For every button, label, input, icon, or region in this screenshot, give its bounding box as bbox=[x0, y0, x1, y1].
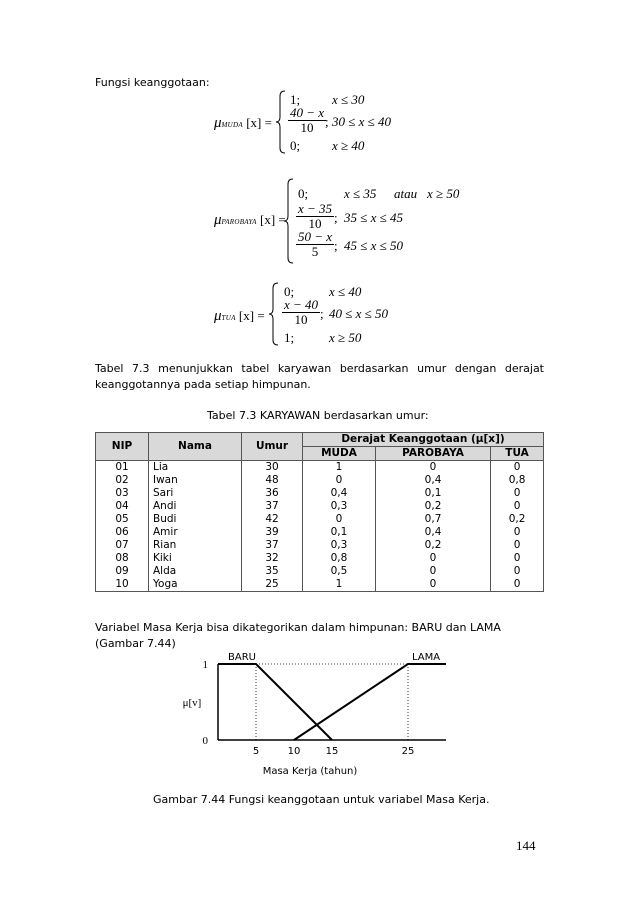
table-cell: 37 bbox=[242, 539, 303, 552]
table-cell: 09 bbox=[96, 565, 149, 578]
table-cell: Amir bbox=[149, 526, 242, 539]
formula-subscript: MUDA bbox=[221, 121, 243, 129]
table-cell: 42 bbox=[242, 513, 303, 526]
table-cell: 0 bbox=[491, 526, 544, 539]
table-cell: 06 bbox=[96, 526, 149, 539]
x-tick-label: 15 bbox=[325, 746, 339, 757]
table-cell: 0 bbox=[375, 461, 490, 475]
formula-argument: [x] = bbox=[260, 212, 286, 227]
y-tick-label: 0 bbox=[202, 735, 208, 747]
table-cell: 07 bbox=[96, 539, 149, 552]
table-cell: 0 bbox=[375, 552, 490, 565]
table-cell: 01 bbox=[96, 461, 149, 475]
table-cell: 0,1 bbox=[303, 526, 376, 539]
table-row bbox=[96, 565, 544, 578]
table-row bbox=[96, 474, 544, 487]
header-nama: Nama bbox=[149, 433, 242, 461]
table-cell: 0 bbox=[491, 578, 544, 592]
table-cell: 10 bbox=[96, 578, 149, 592]
table-row bbox=[96, 552, 544, 565]
series-line-baru bbox=[218, 664, 332, 740]
table-cell: 0,5 bbox=[303, 565, 376, 578]
table-cell: 37 bbox=[242, 500, 303, 513]
table-cell: Lia bbox=[149, 461, 242, 475]
table-row bbox=[96, 461, 544, 475]
mu-symbol: μ bbox=[214, 308, 222, 324]
table-cell: 03 bbox=[96, 487, 149, 500]
header-nip: NIP bbox=[96, 433, 149, 461]
paragraph-masa-kerja-ref: (Gambar 7.44) bbox=[95, 637, 176, 650]
fraction: $\frac{40 - x}{10}$ bbox=[290, 105, 325, 135]
table-cell: 08 bbox=[96, 552, 149, 565]
table-cell: 0,3 bbox=[303, 539, 376, 552]
table-cell: 0,8 bbox=[303, 552, 376, 565]
table-cell: Alda bbox=[149, 565, 242, 578]
table-cell: 0,4 bbox=[303, 487, 376, 500]
brace-icon bbox=[284, 178, 294, 264]
table-row bbox=[96, 487, 544, 500]
table-cell: 0,8 bbox=[491, 474, 544, 487]
x-tick-label: 5 bbox=[252, 746, 260, 757]
table-cell: 0,1 bbox=[375, 487, 490, 500]
header-muda: MUDA bbox=[303, 447, 376, 461]
table-cell: 0,7 bbox=[375, 513, 490, 526]
series-label-baru: BARU bbox=[228, 652, 256, 663]
table-cell: Budi bbox=[149, 513, 242, 526]
table-cell: 0 bbox=[491, 539, 544, 552]
table-cell: 1 bbox=[303, 461, 376, 475]
x-tick-label: 25 bbox=[401, 746, 415, 757]
table-cell: 32 bbox=[242, 552, 303, 565]
brace-icon bbox=[269, 282, 279, 346]
formula-parobaya: μPAROBAYA [x] = 0; x ≤ 35 atau x ≥ 50 $\frac{x - 35}{10}$ ; 35 ≤ x ≤ 45 $\frac{50 - x}{5}$ ; 45 ≤ x ≤ 50 bbox=[214, 178, 514, 266]
table-cell: 0,2 bbox=[491, 513, 544, 526]
fraction: $\frac{x - 35}{10}$ bbox=[298, 201, 333, 231]
page-number: 144 bbox=[516, 838, 536, 853]
table-cell: 35 bbox=[242, 565, 303, 578]
paragraph-masa-kerja: Variabel Masa Kerja bisa dikategorikan dalam himpunan: BARU dan LAMA bbox=[95, 621, 501, 634]
table-cell: 39 bbox=[242, 526, 303, 539]
table-row bbox=[96, 513, 544, 526]
paragraph-table-intro: Tabel 7.3 menunjukkan tabel karyawan berdasarkan umur dengan derajat keanggotannya pada setiap himpunan. bbox=[95, 362, 544, 391]
table-cell: Sari bbox=[149, 487, 242, 500]
mu-symbol: μ bbox=[214, 212, 222, 228]
table-cell: Iwan bbox=[149, 474, 242, 487]
formula-argument: [x] = bbox=[238, 308, 265, 323]
brace-icon bbox=[276, 90, 286, 154]
table-row bbox=[96, 526, 544, 539]
table-caption: Tabel 7.3 KARYAWAN berdasarkan umur: bbox=[207, 409, 429, 422]
y-tick-label: 1 bbox=[202, 659, 208, 671]
y-axis-label: μ[v] bbox=[182, 697, 202, 709]
table-cell: 0 bbox=[491, 461, 544, 475]
table-cell: 0,4 bbox=[375, 526, 490, 539]
table-cell: 0,2 bbox=[375, 500, 490, 513]
x-tick-label: 10 bbox=[287, 746, 301, 757]
fraction: $\frac{50 - x}{5}$ bbox=[298, 229, 333, 259]
table-cell: 0 bbox=[303, 513, 376, 526]
table-cell: 0 bbox=[491, 500, 544, 513]
x-axis-label: Masa Kerja (tahun) bbox=[262, 766, 358, 777]
table-cell: 02 bbox=[96, 474, 149, 487]
table-cell: 36 bbox=[242, 487, 303, 500]
table-cell: 0 bbox=[375, 565, 490, 578]
table-cell: 0 bbox=[491, 487, 544, 500]
header-parobaya: PAROBAYA bbox=[375, 447, 490, 461]
table-cell: 0,2 bbox=[375, 539, 490, 552]
table-cell: 0 bbox=[491, 552, 544, 565]
table-cell: 0 bbox=[375, 578, 490, 592]
table-cell: Andi bbox=[149, 500, 242, 513]
table-cell: 0,4 bbox=[375, 474, 490, 487]
figure-caption: Gambar 7.44 Fungsi keanggotaan untuk variabel Masa Kerja. bbox=[153, 793, 490, 806]
formula-muda: μMUDA [x] = 1; x ≤ 30 $\frac{40 - x}{10}$ ; 30 ≤ x ≤ 40 0; x ≥ 40 bbox=[214, 92, 392, 153]
formula-subscript: TUA bbox=[221, 314, 236, 322]
table-cell: 25 bbox=[242, 578, 303, 592]
series-line-lama bbox=[294, 664, 446, 740]
table-row bbox=[96, 500, 544, 513]
table-row bbox=[96, 539, 544, 552]
mu-symbol: μ bbox=[214, 115, 222, 131]
table-cell: Yoga bbox=[149, 578, 242, 592]
table-cell: 0 bbox=[303, 474, 376, 487]
table-cell: 30 bbox=[242, 461, 303, 475]
table-cell: 05 bbox=[96, 513, 149, 526]
table-cell: 1 bbox=[303, 578, 376, 592]
formula-subscript: PAROBAYA bbox=[221, 218, 257, 226]
header-derajat: Derajat Keanggotaan (μ[x]) bbox=[303, 433, 544, 447]
table-cell: 0 bbox=[491, 565, 544, 578]
series-label-lama: LAMA bbox=[412, 652, 441, 663]
table-cell: Kiki bbox=[149, 552, 242, 565]
formula-tua: μTUA [x] = 0; x ≤ 40 $\frac{x - 40}{10}$ ; 40 ≤ x ≤ 50 1; x ≥ 50 bbox=[214, 284, 389, 345]
table-row bbox=[96, 578, 544, 592]
table-cell: Rian bbox=[149, 539, 242, 552]
fraction: $\frac{x - 40}{10}$ bbox=[284, 297, 319, 327]
table-cell: 0,3 bbox=[303, 500, 376, 513]
header-umur: Umur bbox=[242, 433, 303, 461]
formula-argument: [x] = bbox=[246, 115, 272, 130]
header-tua: TUA bbox=[491, 447, 544, 461]
employee-table bbox=[95, 432, 544, 592]
table-cell: 04 bbox=[96, 500, 149, 513]
intro-text: Fungsi keanggotaan: bbox=[95, 76, 210, 89]
membership-chart bbox=[150, 648, 470, 783]
table-cell: 48 bbox=[242, 474, 303, 487]
